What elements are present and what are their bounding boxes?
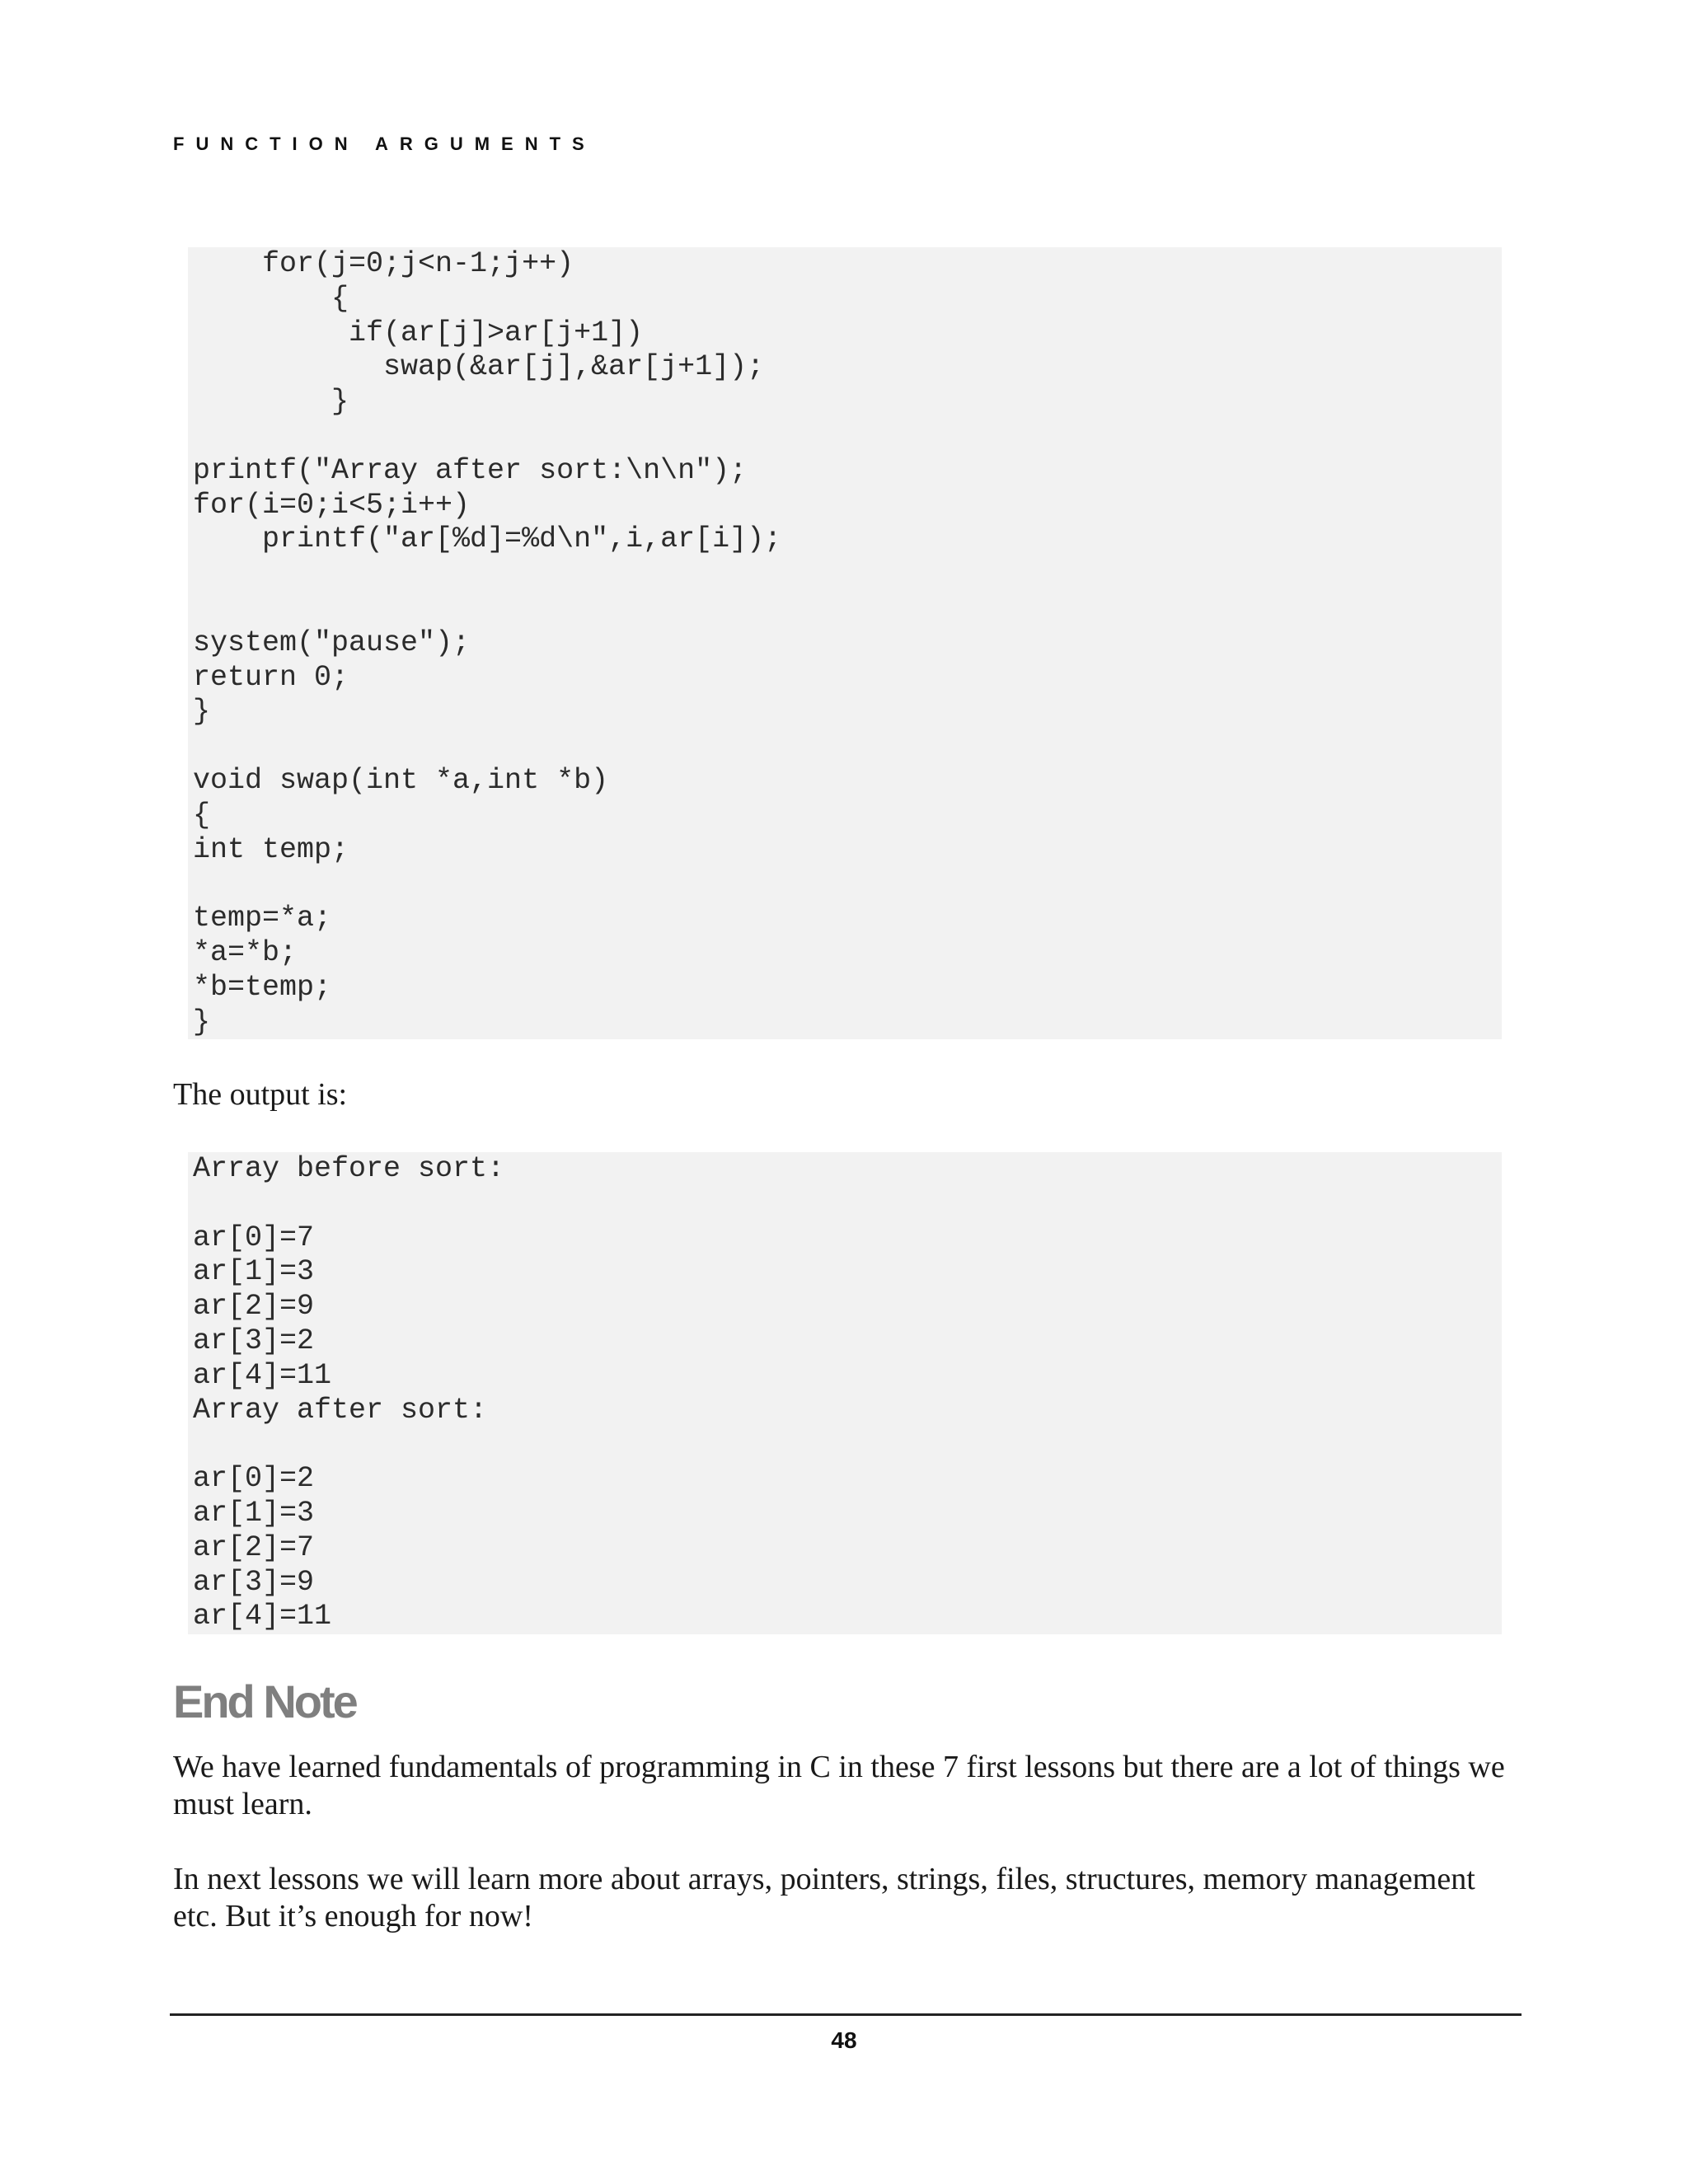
output-line	[193, 1427, 1502, 1462]
code-line: return 0;	[193, 660, 349, 694]
code-line: temp=*a;	[193, 902, 332, 935]
output-line: ar[0]=7	[193, 1221, 315, 1254]
code-line: }	[193, 1005, 211, 1038]
code-line: printf("Array after sort:\n\n");	[193, 453, 748, 487]
code-line: void swap(int *a,int *b)	[193, 763, 609, 797]
output-line: ar[0]=2	[193, 1462, 315, 1496]
code-line: swap(&ar[j],&ar[j+1]);	[193, 350, 765, 384]
output-line: ar[1]=3	[193, 1496, 315, 1530]
output-line: ar[1]=3	[193, 1255, 315, 1289]
output-line: ar[2]=9	[193, 1290, 315, 1324]
output-line: Array before sort:	[193, 1152, 505, 1185]
end-note-paragraph-1: We have learned fundamentals of programming in C in these 7 first lessons but there are a lot of things we must learn.	[173, 1750, 1505, 1821]
output-line: ar[4]=11	[193, 1600, 332, 1633]
code-line: int temp;	[193, 832, 349, 866]
output-line: ar[3]=9	[193, 1565, 315, 1599]
page-number: 48	[831, 2027, 857, 2053]
code-line: {	[193, 798, 211, 832]
end-note-paragraph-2: In next lessons we will learn more about arrays, pointers, strings, files, structures, memory management etc. But it’s enough for now!	[173, 1862, 1475, 1933]
code-line: }	[193, 385, 349, 419]
code-line	[193, 419, 1502, 454]
output-line: ar[3]=2	[193, 1324, 315, 1357]
section-heading-end-note: End Note	[173, 1675, 356, 1727]
output-line: ar[2]=7	[193, 1530, 315, 1564]
code-line: }	[193, 695, 211, 729]
footer-divider	[170, 2013, 1522, 2016]
running-header: FUNCTION ARGUMENTS	[173, 134, 596, 154]
code-line	[193, 729, 1502, 764]
code-line	[193, 867, 1502, 902]
code-line: for(i=0;i<5;i++)	[193, 488, 471, 522]
code-line: *a=*b;	[193, 935, 298, 969]
output-line: ar[4]=11	[193, 1358, 332, 1392]
code-line: for(j=0;j<n-1;j++)	[193, 247, 574, 280]
code-block-output	[188, 1152, 1502, 1634]
code-line: {	[193, 281, 349, 315]
code-line: *b=temp;	[193, 970, 332, 1004]
output-line	[193, 1187, 1502, 1221]
code-line	[193, 557, 1502, 592]
code-line	[193, 592, 1502, 626]
code-line: printf("ar[%d]=%d\n",i,ar[i]);	[193, 523, 782, 556]
code-line: system("pause");	[193, 626, 471, 659]
code-line: if(ar[j]>ar[j+1])	[193, 316, 644, 349]
code-block-program	[188, 247, 1502, 1039]
output-intro-text: The output is:	[173, 1077, 348, 1112]
output-line: Array after sort:	[193, 1393, 488, 1427]
